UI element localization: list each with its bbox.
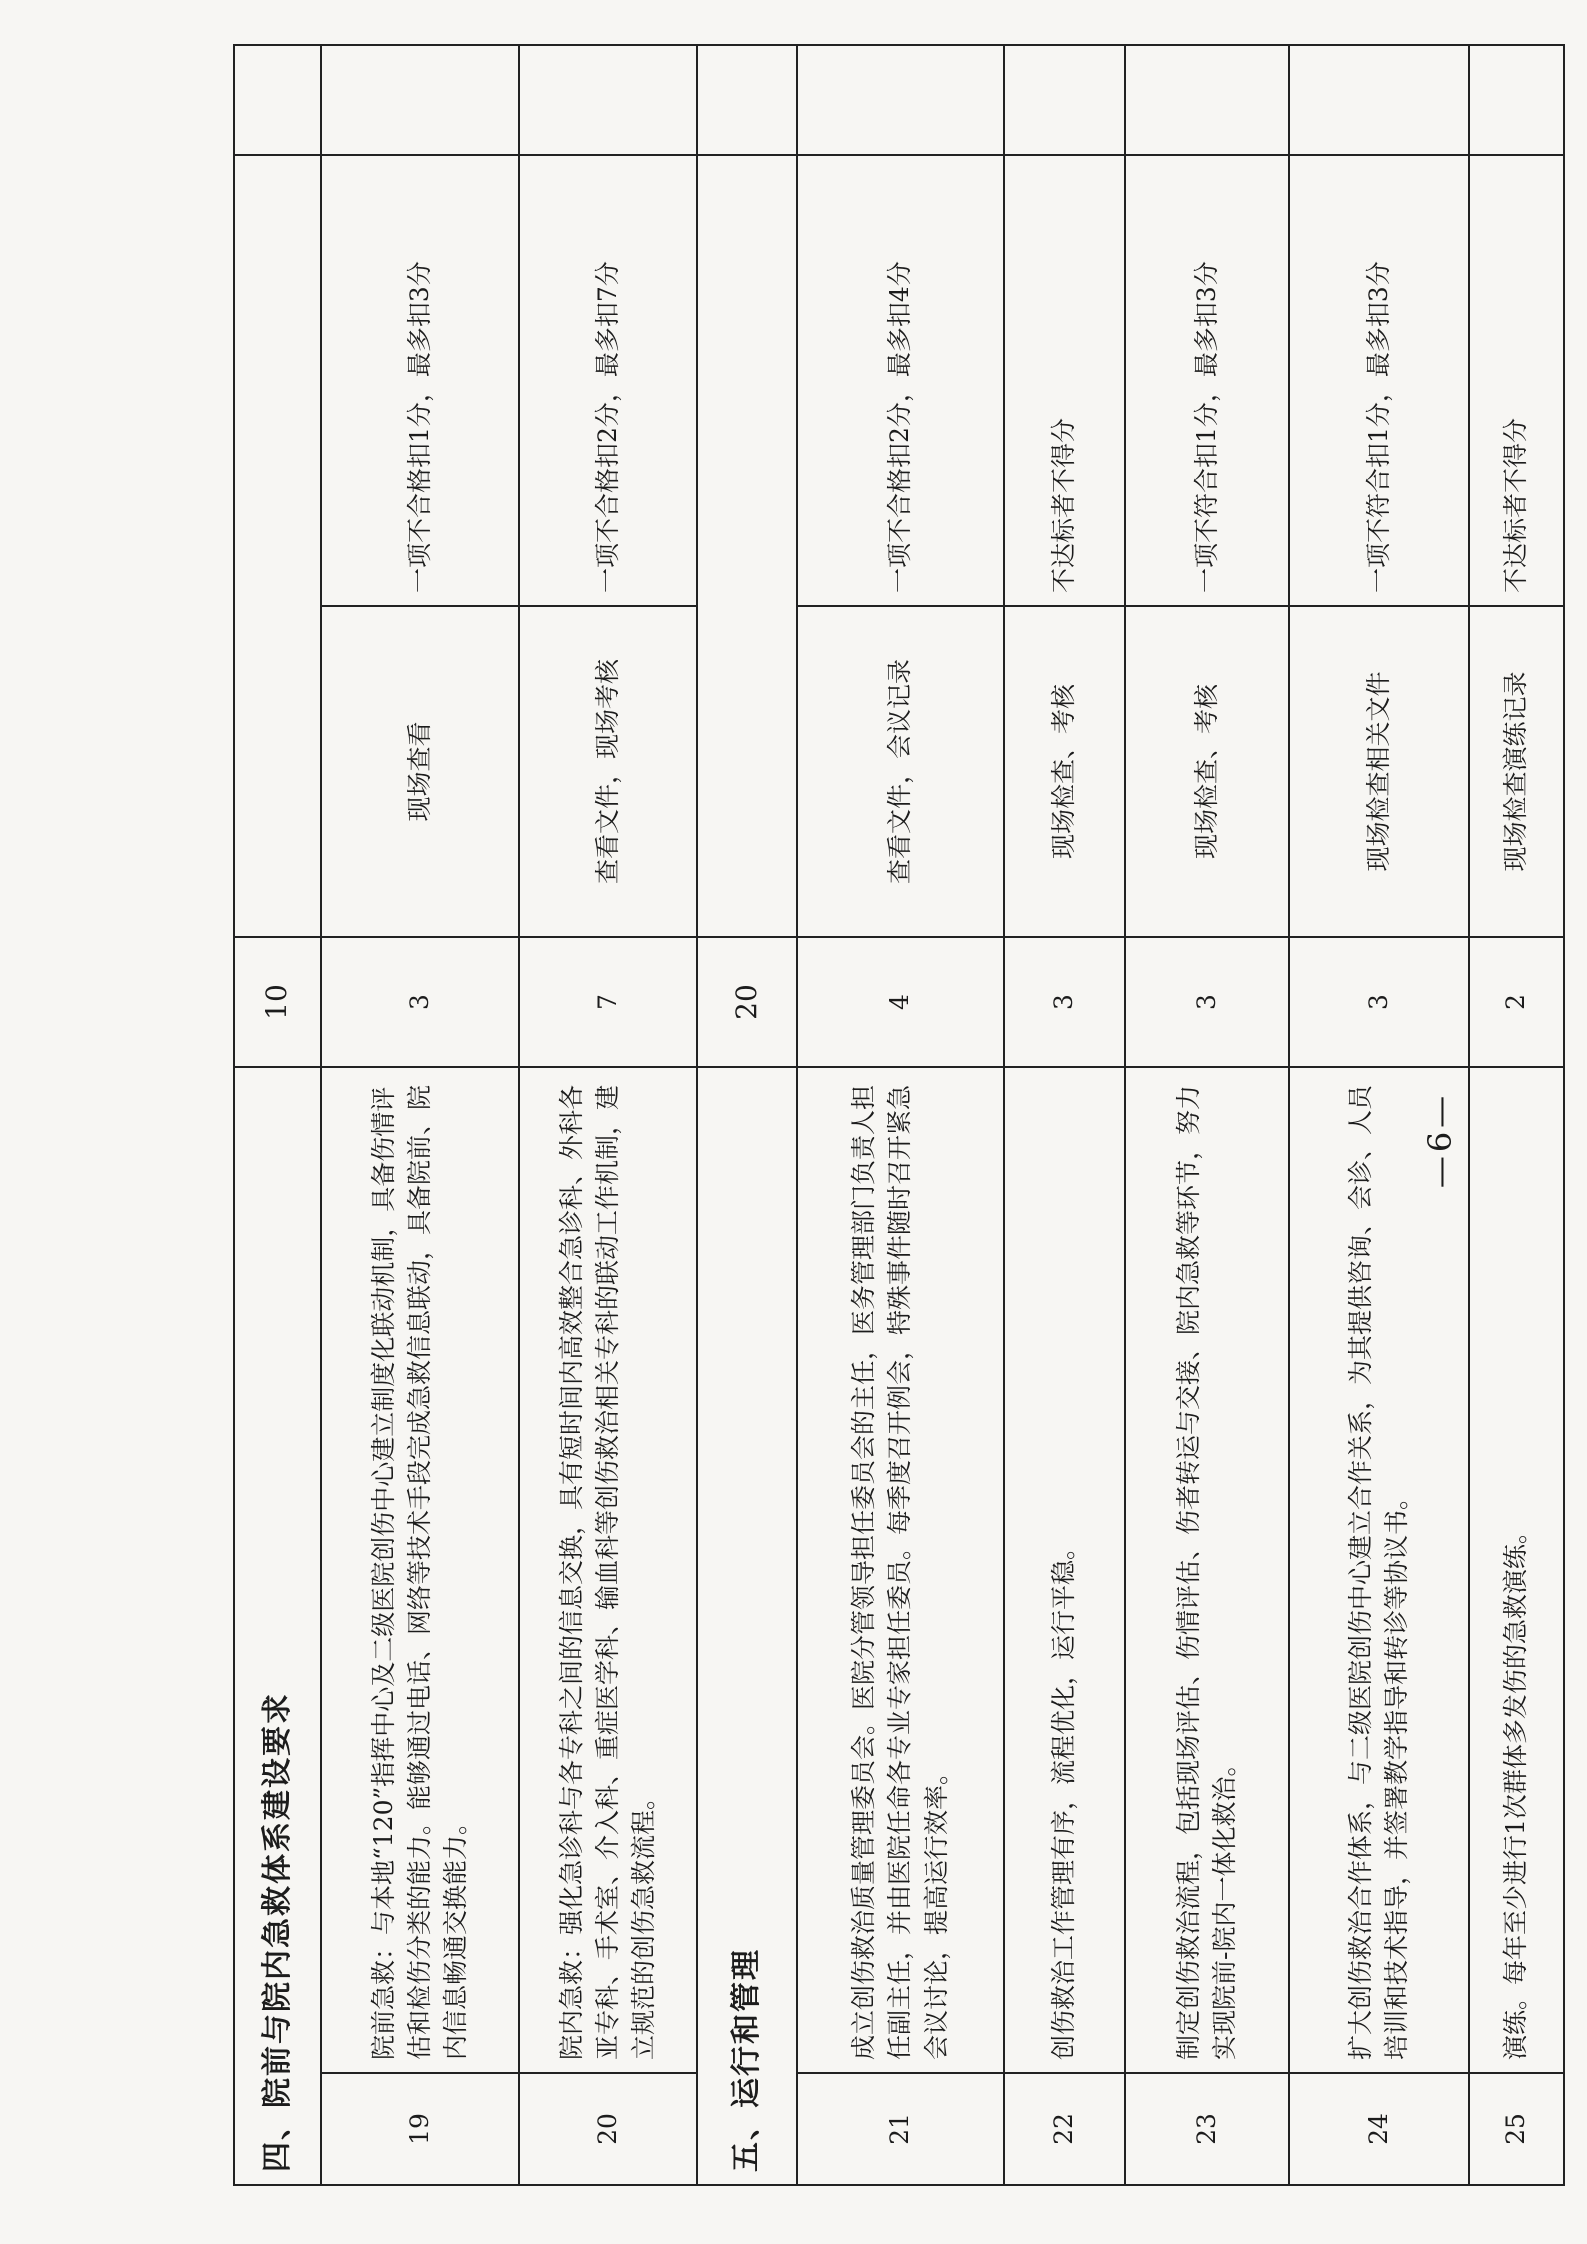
item-score: 4	[797, 937, 1003, 1067]
item-method: 现场检查、考核	[1004, 606, 1125, 937]
rotated-table-wrapper	[233, 46, 1565, 2186]
section-title: 四、院前与院内急救体系建设要求	[234, 1067, 321, 2185]
remarks-cell	[1469, 45, 1564, 155]
item-content: 扩大创伤救治合作体系，与二级医院创伤中心建立合作关系，为其提供咨询、会诊、人员培训和技术指导，并签署教学指导和转诊等协议书。	[1289, 1067, 1469, 2073]
item-content: 成立创伤救治质量管理委员会。医院分管领导担任委员会的主任，医务管理部门负责人担任副主任，并由医院任命各专业专家担任委员。每季度召开例会，特殊事件随时召开紧急会议讨论，提高运行效率。	[797, 1067, 1003, 2073]
item-method: 查看文件，会议记录	[797, 606, 1003, 937]
table-row	[797, 45, 1003, 2185]
section-title: 五、运行和管理	[697, 1067, 797, 2185]
item-method: 现场检查、考核	[1125, 606, 1289, 937]
item-deduction: 一项不符合扣1分，最多扣3分	[1125, 155, 1289, 606]
table-row	[1469, 45, 1564, 2185]
remarks-cell	[1004, 45, 1125, 155]
remarks-cell	[697, 45, 797, 155]
item-content: 院前急救：与本地“120”指挥中心及二级医院创伤中心建立制度化联动机制，具备伤情评估和检伤分类的能力。能够通过电话、网络等技术手段完成急救信息联动，具备院前、院内信息畅通交换能力。	[321, 1067, 519, 2073]
item-number: 23	[1125, 2073, 1289, 2185]
section-empty-cell	[234, 155, 321, 937]
section-header-row	[234, 45, 321, 2185]
item-deduction: 一项不合格扣1分，最多扣3分	[321, 155, 519, 606]
item-number: 19	[321, 2073, 519, 2185]
section-empty-cell	[697, 155, 797, 937]
item-score: 3	[1004, 937, 1125, 1067]
item-method: 现场检查相关文件	[1289, 606, 1469, 937]
item-number: 20	[519, 2073, 697, 2185]
item-score: 3	[1125, 937, 1289, 1067]
item-content: 制定创伤救治流程，包括现场评估、伤情评估、伤者转运与交接、院内急救等环节，努力实现院前-院内一体化救治。	[1125, 1067, 1289, 2073]
table-row	[1004, 45, 1125, 2185]
remarks-cell	[519, 45, 697, 155]
remarks-cell	[797, 45, 1003, 155]
item-number: 22	[1004, 2073, 1125, 2185]
remarks-cell	[1125, 45, 1289, 155]
section-score: 20	[697, 937, 797, 1067]
item-deduction: 不达标者不得分	[1004, 155, 1125, 606]
item-number: 24	[1289, 2073, 1469, 2185]
table-row	[519, 45, 697, 2185]
item-method: 现场检查演练记录	[1469, 606, 1564, 937]
item-score: 7	[519, 937, 697, 1067]
item-number: 25	[1469, 2073, 1564, 2185]
section-score: 10	[234, 937, 321, 1067]
table-row	[321, 45, 519, 2185]
item-deduction: 一项不合格扣2分，最多扣4分	[797, 155, 1003, 606]
item-score: 2	[1469, 937, 1564, 1067]
item-number: 21	[797, 2073, 1003, 2185]
evaluation-table	[233, 44, 1565, 2186]
item-score: 3	[321, 937, 519, 1067]
item-deduction: 不达标者不得分	[1469, 155, 1564, 606]
page-number: —6—	[1421, 1091, 1459, 1189]
remarks-cell	[321, 45, 519, 155]
section-header-row	[697, 45, 797, 2185]
table-row	[1125, 45, 1289, 2185]
item-deduction: 一项不合格扣2分，最多扣7分	[519, 155, 697, 606]
item-method: 现场查看	[321, 606, 519, 937]
item-content: 创伤救治工作管理有序，流程优化，运行平稳。	[1004, 1067, 1125, 2073]
item-method: 查看文件，现场考核	[519, 606, 697, 937]
remarks-cell	[234, 45, 321, 155]
item-content: 演练。每年至少进行1次群体多发伤的急救演练。	[1469, 1067, 1564, 2073]
item-score: 3	[1289, 937, 1469, 1067]
remarks-cell	[1289, 45, 1469, 155]
item-content: 院内急救：强化急诊科与各专科之间的信息交换，具有短时间内高效整合急诊科、外科各亚专科、手术室、介入科、重症医学科、输血科等创伤救治相关专科的联动工作机制，建立规范的创伤急救流程。	[519, 1067, 697, 2073]
item-deduction: 一项不符合扣1分，最多扣3分	[1289, 155, 1469, 606]
